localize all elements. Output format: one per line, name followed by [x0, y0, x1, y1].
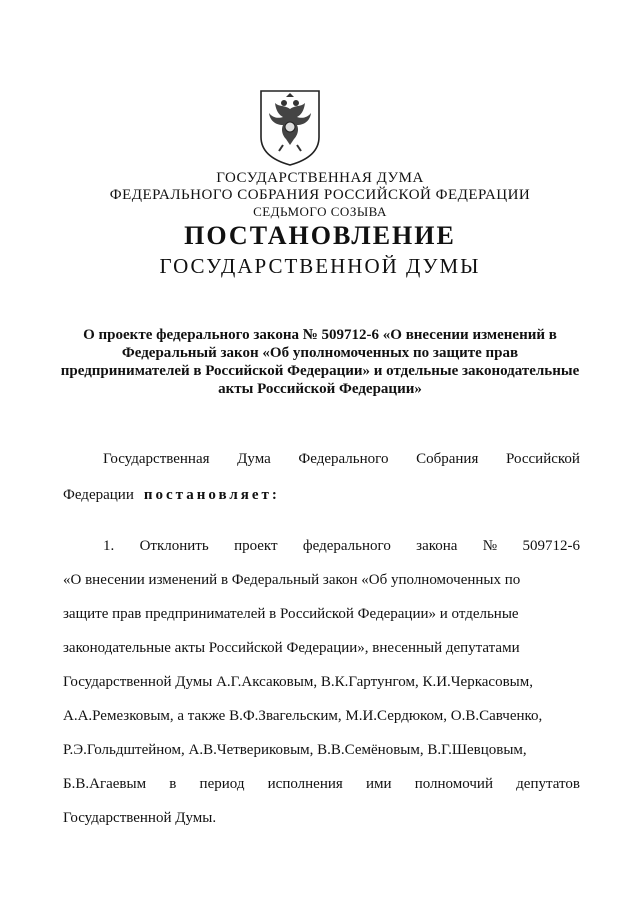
word: Отклонить [139, 538, 209, 554]
resolves-word: постановляет: [143, 487, 280, 503]
text: Государственной Думы А.Г.Аксаковым, В.К.Гартунгом, К.И.Черкасовым, [63, 674, 533, 690]
word: депутатов [516, 776, 580, 792]
word: период [199, 776, 245, 792]
text: «О внесении изменений в Федеральный закон «Об уполномоченных по [63, 572, 521, 588]
body-line-11 [63, 810, 580, 827]
body-line-6 [63, 640, 580, 657]
word: Дума [237, 451, 271, 467]
word: Федерации [63, 487, 134, 503]
text: А.А.Ремезковым, а также В.Ф.Звагельским, М.И.Сердюком, О.В.Савченко, [63, 708, 543, 724]
word: федерального [302, 538, 391, 554]
document-issuer: ГОСУДАРСТВЕННОЙ ДУМЫ [159, 254, 481, 278]
text: законодательные акты Российской Федерации», внесенный депутатами [63, 640, 520, 656]
body-line-4 [63, 572, 580, 589]
word: Б.В.Агаевым [63, 776, 147, 792]
document-title: О проекте федерального закона № 509712-6 «О внесении изменений в Федеральный закон «Об уполномоченных по защите прав предпринимателей в Российской Федерации» и отдельные законодательные акты Российской Федерации» [60, 327, 580, 397]
body-line-8 [63, 708, 580, 725]
body-line-2 [63, 487, 580, 504]
word: в [169, 776, 177, 792]
header-line-2: ФЕДЕРАЛЬНОГО СОБРАНИЯ РОССИЙСКОЙ ФЕДЕРАЦИИ [109, 187, 531, 203]
text: Государственной Думы. [63, 810, 217, 826]
word: ими [365, 776, 392, 792]
body-line-1 [63, 451, 580, 468]
header-line-1: ГОСУДАРСТВЕННАЯ ДУМА [216, 170, 424, 186]
body-line-10 [63, 776, 580, 793]
word: Федерального [298, 451, 389, 467]
document-type: ПОСТАНОВЛЕНИЕ [184, 221, 456, 250]
word: Собрания [416, 451, 479, 467]
word: закона [416, 538, 458, 554]
body-line-7 [63, 674, 580, 691]
word: проект [234, 538, 278, 554]
word: полномочий [414, 776, 493, 792]
body-line-5 [63, 606, 580, 623]
text: защите прав предпринимателей в Российской Федерации» и отдельные [63, 606, 519, 622]
word: Государственная [103, 451, 210, 467]
word: 1. [103, 538, 115, 554]
word: Российской [506, 451, 580, 467]
body-line-9 [63, 742, 580, 759]
state-emblem-icon [255, 85, 325, 167]
header-line-3: СЕДЬМОГО СОЗЫВА [253, 204, 387, 219]
body-line-3 [63, 538, 580, 555]
word: исполнения [267, 776, 343, 792]
word: 509712-6 [522, 538, 580, 554]
text: Р.Э.Гольдштейном, А.В.Четвериковым, В.В.Семёновым, В.Г.Шевцовым, [63, 742, 527, 758]
word: № [482, 538, 498, 554]
